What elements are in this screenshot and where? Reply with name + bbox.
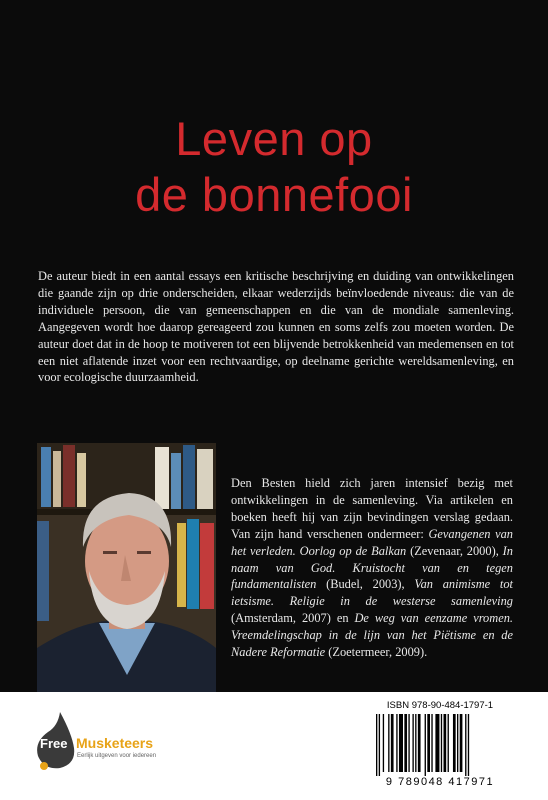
barcode-bar [404,714,407,772]
title-line-1: Leven op [175,112,373,166]
book-title-2: In naam van God. Kruistocht van en tegen fundamentalisten [231,543,513,592]
barcode-bar [418,714,421,772]
barcode-bar [412,714,413,772]
barcode-digits: 9 789048 417971 [385,776,495,788]
book-info-3: (Amsterdam, 2007) en [231,611,355,626]
book-info-1: (Zevenaar, 2000), [406,543,503,558]
logo-word-free: Free [40,736,68,751]
barcode-bar [435,714,439,772]
barcode-bar [396,714,397,772]
barcode-bar [379,714,380,776]
barcode-bar [376,714,377,776]
barcode-bar [468,714,469,776]
barcode-bar [383,714,384,772]
barcode-bar [448,714,449,772]
barcode-bar [408,714,409,772]
author-photo [37,443,216,693]
barcode-bar [431,714,432,772]
publisher-logo [34,712,174,772]
logo-tagline: Eerlijk uitgeven voor iedereen [77,753,157,759]
book-title [0,111,548,223]
book-info-4: (Zoetermeer, 2009). [325,645,428,660]
logo-word-musketeers: Musketeers [76,735,154,751]
barcode-bar [460,714,463,772]
isbn-label: ISBN 978-90-484-1797-1 [386,700,494,711]
book-info-2: (Budel, 2003), [316,577,415,592]
title-line-2: de bonnefooi [135,168,413,222]
bio-intro: Den Besten hield zich jaren intensief bezig met ontwikkelingen in de samenleving. Via artikelen en boeken heeft hij van zijn bevindingen verslag gedaan. Van zijn hand verschenen ondermeer: [231,476,513,541]
barcode-bar [457,714,458,772]
isbn-block [364,700,516,792]
book-title-1: Gevangenen van het verleden. Oorlog op de Balkan [231,526,513,558]
barcode-bar [391,714,394,772]
barcode-bar [399,714,403,772]
author-portrait-image [37,443,216,693]
barcode-bar [465,714,466,776]
book-title-3: Van animisme tot ietsisme. Religie in de westerse samenleving [231,577,513,609]
barcode-bar [425,714,426,776]
barcode-bar [453,714,456,772]
book-title-4: De weg van eenzame vromen. Vreemdelingschap in de lijn van het Piëtisme en de Nadere Reformatie [231,611,513,660]
barcode-bar [441,714,442,772]
author-bio [231,475,513,661]
blurb-text: De auteur biedt in een aantal essays een kritische beschrijving en duiding van ontwikkelingen die gaande zijn op drie onderscheiden, elkaar wederzijds beïnvloedende niveaus: die van de individuele persoon, die van gemeenschappen en die van de mondiale samenleving. Aangegeven wordt hoe daarop gereageerd zou kunnen en soms zelfs zou moeten worden. De auteur doet dat in de hoop te motiveren tot een blijvende betrokkenheid van medemensen en tot een niet aflatende inzet voor een rechtvaardige, op deelname gerichte wereldsamenleving, en voor ecologische duurzaamheid. [38,269,514,385]
barcode-bar [444,714,447,772]
barcode-bar [388,714,389,772]
barcode-icon [370,714,510,776]
barcode-bar [427,714,430,772]
barcode-bar [415,714,416,772]
